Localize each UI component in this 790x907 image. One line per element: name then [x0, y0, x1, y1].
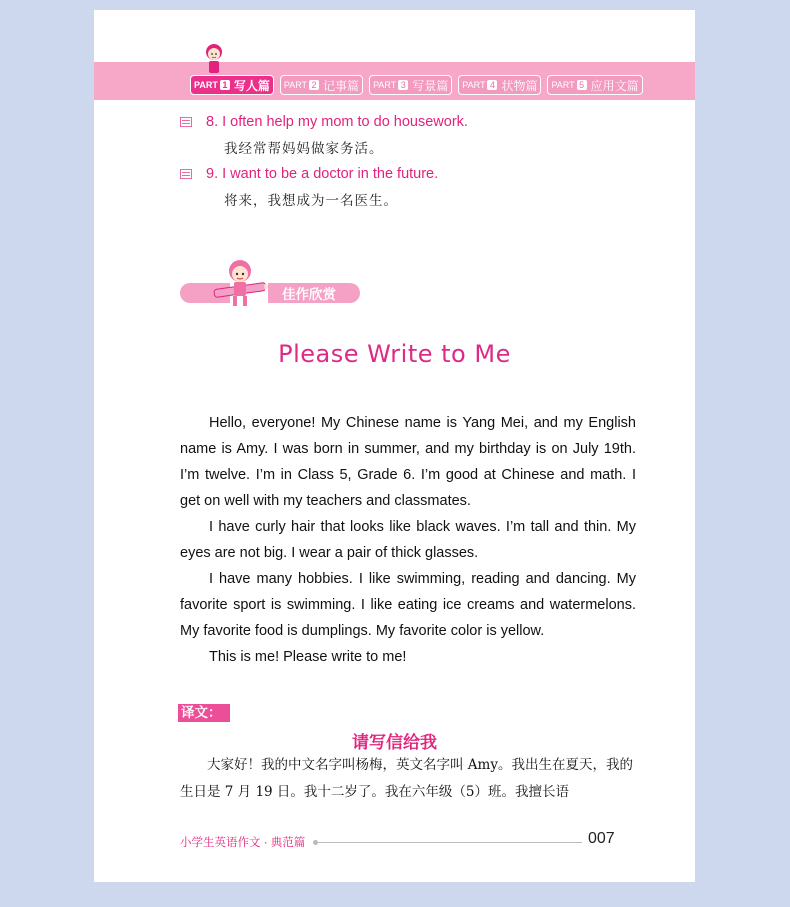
- tab-label: 写景篇: [412, 78, 449, 93]
- essay-paragraph: Hello, everyone! My Chinese name is Yang Mei, and my English name is Amy. I was born in summer, and my birthday is on July 19th. I’m twelve. I’m in Class 5, Grade 6. I’m good at Chinese and math. I get on well with my teachers and classmates.: [180, 415, 636, 509]
- tab-part-word: PART: [462, 80, 486, 90]
- tab-number: 5: [577, 80, 587, 90]
- sentence-chinese: 将来，我想成为一名医生。: [224, 193, 398, 209]
- tab-number: 3: [398, 80, 408, 90]
- translation-label: 译文：: [178, 704, 230, 722]
- essay-paragraph: I have many hobbies. I like swimming, reading and dancing. My favorite sport is swimming. I like eating ice creams and watermelons. My favorite food is dumplings. My favorite color is yellow.: [180, 571, 636, 639]
- example-sentence-9: [180, 166, 438, 209]
- section-header: [180, 280, 480, 310]
- notebook-icon: [180, 169, 192, 179]
- footer-book-title: 小学生英语作文 · 典范篇: [180, 837, 306, 849]
- example-sentence-8: [180, 114, 468, 157]
- sentence-english-text: 8. I often help my mom to do housework.: [206, 114, 468, 130]
- sentence-english: [180, 114, 468, 130]
- notebook-icon: [180, 117, 192, 127]
- sentence-chinese: 我经常帮妈妈做家务活。: [224, 141, 384, 157]
- tab-part-word: PART: [283, 80, 308, 90]
- page-number: 007: [588, 830, 615, 847]
- footer-divider: [316, 842, 582, 843]
- essay-paragraph: This is me! Please write to me!: [209, 649, 407, 665]
- tab-part-3[interactable]: [369, 75, 452, 95]
- tab-part-5[interactable]: [547, 75, 642, 95]
- tab-part-word: PART: [194, 80, 218, 90]
- tab-number: 1: [220, 80, 230, 90]
- essay-paragraph: I have curly hair that looks like black waves. I’m tall and thin. My eyes are not big. I wear a pair of thick glasses.: [180, 519, 636, 561]
- essay-body: [180, 410, 636, 670]
- translation-title: 请写信给我: [352, 733, 437, 752]
- tab-label: 写人篇: [233, 78, 270, 93]
- girl-mascot-icon: [204, 43, 224, 75]
- tab-label: 记事篇: [323, 78, 360, 93]
- tab-part-2[interactable]: [280, 75, 363, 95]
- tab-part-1[interactable]: [190, 75, 274, 95]
- sentence-english: [180, 166, 438, 182]
- book-page: [94, 10, 695, 882]
- essay-title: Please Write to Me: [278, 340, 511, 368]
- translation-body: [180, 752, 636, 806]
- girl-with-pencil-icon: [210, 256, 270, 310]
- tab-number: 2: [309, 80, 319, 90]
- chapter-tabs: [190, 75, 643, 95]
- sentence-english-text: 9. I want to be a doctor in the future.: [206, 166, 439, 182]
- tab-number: 4: [487, 80, 497, 90]
- tab-part-word: PART: [373, 80, 397, 90]
- tab-part-word: PART: [551, 80, 575, 90]
- tab-label: 状物篇: [501, 78, 538, 93]
- tab-part-4[interactable]: [458, 75, 541, 95]
- section-title: 佳作欣赏: [268, 283, 360, 303]
- translation-paragraph: 大家好！我的中文名字叫杨梅，英文名字叫 Amy。我出生在夏天，我的生日是 7 月 19 日。我十二岁了。我在六年级（5）班。我擅长语: [180, 757, 633, 800]
- tab-label: 应用文篇: [590, 78, 639, 93]
